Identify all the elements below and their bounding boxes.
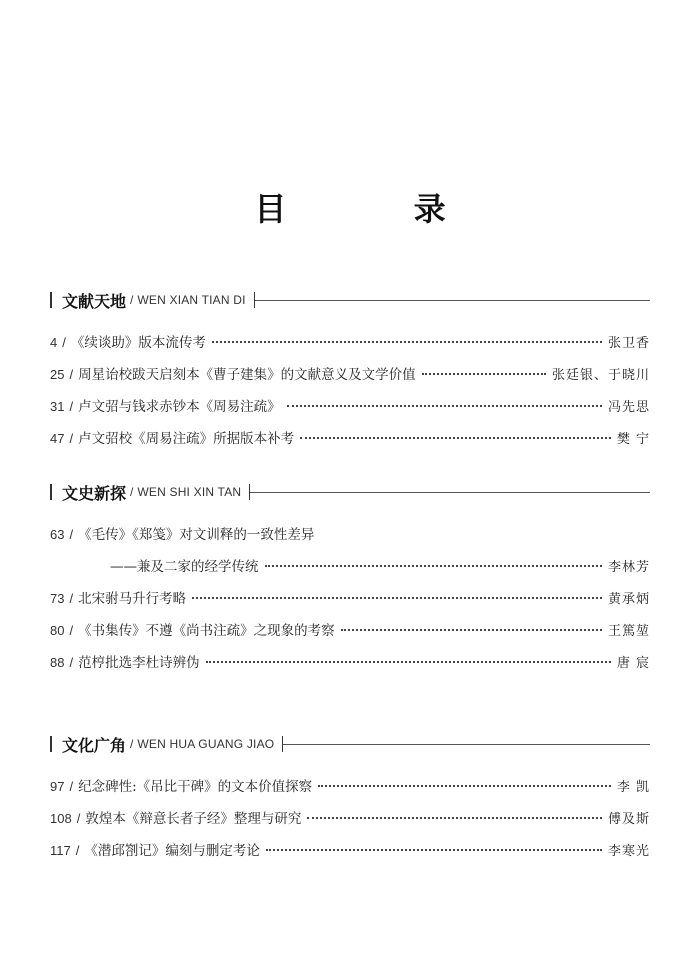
entry-slash: / (69, 655, 74, 670)
toc-entry[interactable] (50, 427, 650, 450)
section-title-cn: 文化广角 (62, 735, 127, 755)
section-bar (50, 292, 52, 308)
section-slash: / (130, 293, 134, 307)
entry-leader (318, 785, 611, 787)
section-title-cn: 文史新探 (62, 483, 127, 503)
entry-page: 117 (50, 843, 71, 858)
entry-list (50, 775, 650, 862)
section-rule (283, 744, 650, 745)
section-rule (250, 492, 650, 493)
entry-page: 97 (50, 779, 65, 794)
entry-author: 张卫香 (607, 336, 650, 351)
entry-page: 88 (50, 655, 65, 670)
entry-page: 25 (50, 367, 65, 382)
section-wen-xian-tian-di (50, 288, 650, 459)
section-title-en: WEN XIAN TIAN DI (137, 293, 246, 307)
toc-entry[interactable] (50, 331, 650, 354)
entry-slash: / (69, 527, 74, 542)
entry-page: 63 (50, 527, 65, 542)
entry-title: 《书集传》不遵《尚书注疏》之现象的考察 (78, 623, 335, 639)
section-slash: / (130, 737, 134, 751)
entry-title: 卢文弨与钱求赤钞本《周易注疏》 (78, 399, 281, 415)
entry-list (50, 523, 650, 674)
page-title: 目 录 (254, 190, 504, 228)
entry-title: 敦煌本《辩意长者子经》整理与研究 (85, 811, 302, 827)
toc-entry[interactable] (50, 395, 650, 418)
entry-page: 31 (50, 399, 65, 414)
entry-slash: / (69, 779, 74, 794)
entry-author: 李寒光 (607, 844, 650, 859)
entry-author: 冯先思 (607, 400, 650, 415)
entry-slash: / (75, 843, 80, 858)
entry-subtitle: ——兼及二家的经学传统 (110, 559, 259, 575)
entry-leader (300, 437, 611, 439)
entry-slash: / (69, 623, 74, 638)
entry-page: 73 (50, 591, 65, 606)
toc-entry[interactable] (50, 587, 650, 610)
toc-entry[interactable] (50, 363, 650, 386)
entry-slash: / (69, 591, 74, 606)
entry-title: 《毛传》《郑笺》对文训释的一致性差异 (78, 527, 315, 543)
entry-page: 4 (50, 335, 58, 350)
entry-slash: / (69, 431, 74, 446)
entry-author: 李 凯 (616, 780, 650, 795)
section-header (50, 732, 650, 756)
entry-page: 47 (50, 431, 65, 446)
toc-entry[interactable] (50, 651, 650, 674)
entry-author: 樊 宁 (616, 432, 650, 447)
entry-title: 《潜邱劄记》编刻与删定考论 (84, 843, 260, 859)
toc-entry[interactable] (50, 839, 650, 862)
toc-entry-subtitle[interactable] (50, 555, 650, 578)
entry-leader (212, 341, 602, 343)
section-bar (50, 736, 52, 752)
entry-page: 108 (50, 811, 72, 826)
entry-leader (266, 849, 602, 851)
section-wen-shi-xin-tan (50, 480, 650, 683)
entry-title: 北宋驸马升行考略 (78, 591, 187, 607)
section-wen-hua-guang-jiao (50, 732, 650, 871)
entry-title: 周星诒校跋天启刻本《曹子建集》的文献意义及文学价值 (78, 367, 416, 383)
entry-slash: / (69, 367, 74, 382)
entry-author: 傅及斯 (607, 812, 650, 827)
entry-slash: / (62, 335, 66, 350)
toc-entry[interactable] (50, 775, 650, 798)
section-bar (50, 484, 52, 500)
entry-author: 张廷银、于晓川 (551, 368, 650, 383)
entry-list (50, 331, 650, 450)
section-rule (255, 300, 650, 301)
entry-title: 纪念碑性:《吊比干碑》的文本价值探察 (78, 779, 313, 795)
entry-slash: / (76, 811, 81, 826)
entry-leader (307, 817, 602, 819)
section-title-cn: 文献天地 (62, 291, 127, 311)
entry-leader (341, 629, 602, 631)
section-slash: / (130, 485, 134, 499)
entry-author: 王篤堃 (607, 624, 650, 639)
entry-leader (422, 373, 546, 375)
entry-title: 范梈批选李杜诗辨伪 (78, 655, 200, 671)
toc-entry[interactable] (50, 807, 650, 830)
section-header (50, 480, 650, 504)
entry-author: 黄承炳 (607, 592, 650, 607)
toc-entry[interactable] (50, 523, 650, 546)
entry-leader (206, 661, 611, 663)
entry-leader (192, 597, 602, 599)
section-title-en: WEN HUA GUANG JIAO (137, 737, 275, 751)
toc-entry[interactable] (50, 619, 650, 642)
entry-author: 李林芳 (607, 560, 650, 575)
entry-author: 唐 宸 (616, 656, 650, 671)
section-title-en: WEN SHI XIN TAN (137, 485, 242, 499)
entry-slash: / (69, 399, 74, 414)
entry-page: 80 (50, 623, 65, 638)
entry-leader (265, 565, 602, 567)
entry-leader (287, 405, 602, 407)
entry-title: 《续谈助》版本流传考 (70, 335, 206, 351)
entry-title: 卢文弨校《周易注疏》所据版本补考 (78, 431, 295, 447)
section-header (50, 288, 650, 312)
